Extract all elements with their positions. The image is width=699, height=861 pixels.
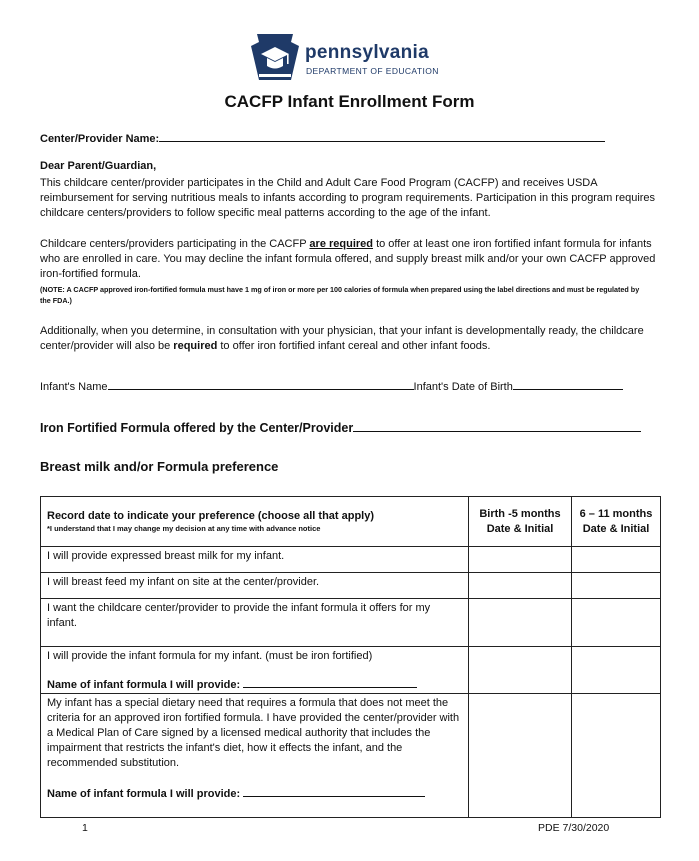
row5-6-11-cell[interactable] xyxy=(572,694,661,818)
row3-birth-5-cell[interactable] xyxy=(469,599,572,647)
cereal-paragraph xyxy=(40,324,664,354)
row2-birth-5-cell[interactable] xyxy=(469,573,572,599)
special-formula-name-field[interactable] xyxy=(243,785,425,797)
row-expressed-milk: I will provide expressed breast milk for my infant. xyxy=(41,547,469,573)
infant-name-label: Infant's Name xyxy=(40,381,108,393)
requirement-text-start: Childcare centers/providers participating in the CACFP xyxy=(40,238,310,250)
table-row xyxy=(41,694,661,818)
salutation: Dear Parent/Guardian, xyxy=(40,160,157,172)
intro-paragraph: This childcare center/provider participates in the Child and Adult Care Food Program (CACFP) and receives USDA reimbursement for serving nutritious meals to infants according to program requirements. Participation in this program requires childcare centers/providers to follow specific meal patterns according to the age of the infant. xyxy=(40,177,656,219)
pa-education-logo xyxy=(251,32,451,80)
cereal-emphasis: required xyxy=(173,340,218,352)
provider-name-field[interactable] xyxy=(159,130,605,142)
logo-department: DEPARTMENT OF EDUCATION xyxy=(306,66,439,76)
provider-name-label: Center/Provider Name: xyxy=(40,133,160,145)
parent-formula-name-label: Name of infant formula I will provide: xyxy=(47,679,241,691)
table-row xyxy=(41,647,661,694)
page-number: 1 xyxy=(82,822,88,834)
row-center-formula: I want the childcare center/provider to provide the infant formula it offers for my infant. xyxy=(41,599,469,647)
infant-name-field[interactable] xyxy=(108,378,414,390)
table-row xyxy=(41,573,661,599)
6-11-months-header xyxy=(572,497,661,547)
preference-heading: Breast milk and/or Formula preference xyxy=(40,459,279,474)
table-row xyxy=(41,547,661,573)
keystone-cap-icon xyxy=(251,34,299,80)
preference-header-note: *I understand that I may change my decision at any time with advance notice xyxy=(47,524,321,533)
infant-dob-label: Infant's Date of Birth xyxy=(413,381,513,393)
logo-name: pennsylvania xyxy=(305,42,429,63)
row5-birth-5-cell[interactable] xyxy=(469,694,572,818)
parent-formula-name-field[interactable] xyxy=(243,676,417,688)
table-row xyxy=(41,599,661,647)
row2-6-11-cell[interactable] xyxy=(572,573,661,599)
parent-formula-name-row xyxy=(47,676,462,693)
iron-formula-row xyxy=(40,418,641,435)
row1-birth-5-cell[interactable] xyxy=(469,547,572,573)
requirement-text-end: to offer at least one iron fortified infant formula for infants who are enrolled in care. You may decline the infant formula offered, and supply breast milk and/or your own CACFP approved iron-fortified formula. xyxy=(40,238,656,280)
6-11-months-date-label: Date & Initial xyxy=(582,522,650,535)
row-parent-formula xyxy=(41,647,469,694)
cereal-text-end: to offer iron fortified infant cereal and other infant foods. xyxy=(217,340,491,352)
infant-info-row xyxy=(40,378,623,393)
cereal-text-start: Additionally, when you determine, in consultation with your physician, that your infant is developmentally ready, the childcare center/provider will also be xyxy=(40,325,644,352)
provider-name-row xyxy=(40,130,605,145)
infant-dob-field[interactable] xyxy=(513,378,623,390)
6-11-months-label: 6 – 11 months xyxy=(579,507,653,520)
page-title: CACFP Infant Enrollment Form xyxy=(224,92,475,111)
row-special-dietary xyxy=(41,694,469,818)
row3-6-11-cell[interactable] xyxy=(572,599,661,647)
row-breast-feed-onsite: I will breast feed my infant on site at the center/provider. xyxy=(41,573,469,599)
special-dietary-text: My infant has a special dietary need that requires a formula that does not meet the criteria for an approved iron fortified formula. I have provided the center/provider with a Medical Plan of Care signed by a licensed medical authority that includes the impairment that restricts the infant's diet, how it effects the infant, and the recommended substitution. xyxy=(47,697,460,769)
preference-table xyxy=(40,496,661,818)
form-code: PDE 7/30/2020 xyxy=(538,822,610,834)
birth-5-months-date-label: Date & Initial xyxy=(486,522,554,535)
preference-header xyxy=(41,497,469,547)
table-header-row xyxy=(41,497,661,547)
preference-header-main: Record date to indicate your preference (choose all that apply) xyxy=(47,510,375,522)
special-formula-name-row xyxy=(47,785,462,802)
parent-formula-text: I will provide the infant formula for my infant. (must be iron fortified) xyxy=(47,650,373,662)
special-formula-name-label: Name of infant formula I will provide: xyxy=(47,788,241,800)
iron-formula-label: Iron Fortified Formula offered by the Center/Provider xyxy=(40,421,354,435)
iron-note: (NOTE: A CACFP approved iron-fortified formula must have 1 mg of iron or more per 100 calories of formula when prepared using the label directions and must be regulated by the FDA.) xyxy=(40,285,640,305)
row1-6-11-cell[interactable] xyxy=(572,547,661,573)
requirement-paragraph xyxy=(40,237,664,282)
birth-5-months-header xyxy=(469,497,572,547)
iron-formula-field[interactable] xyxy=(353,418,641,432)
row4-6-11-cell[interactable] xyxy=(572,647,661,694)
row4-birth-5-cell[interactable] xyxy=(469,647,572,694)
requirement-emphasis: are required xyxy=(309,238,374,250)
birth-5-months-label: Birth -5 months xyxy=(479,507,561,520)
